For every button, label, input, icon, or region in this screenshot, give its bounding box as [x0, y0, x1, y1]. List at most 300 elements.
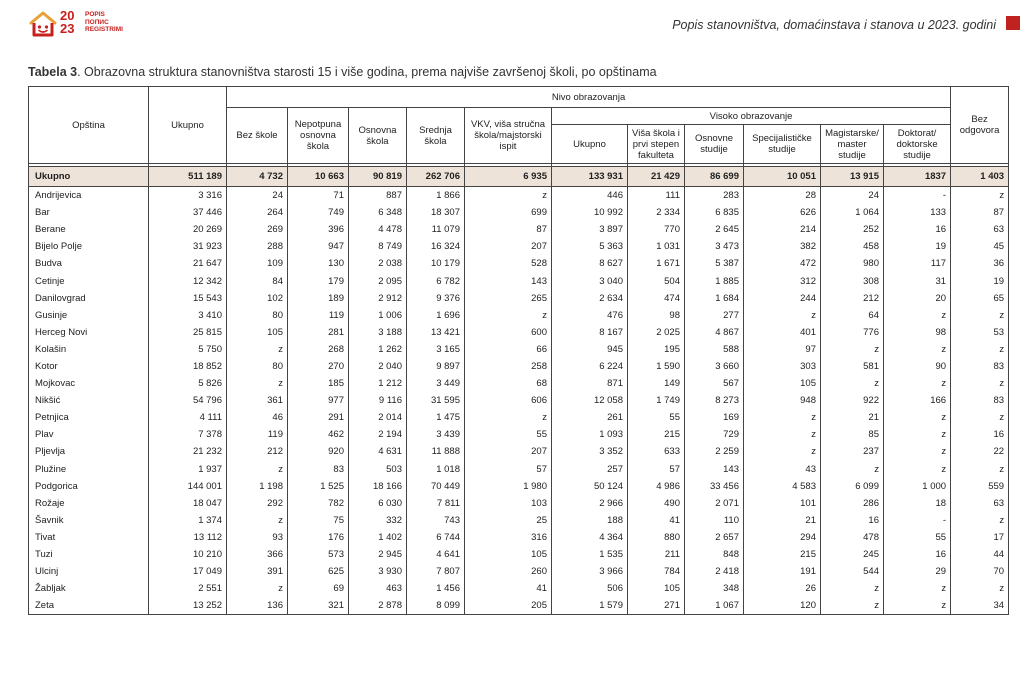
table-cell: 1 064 [821, 204, 884, 221]
table-cell: 8 167 [552, 324, 628, 341]
table-cell: 34 [951, 597, 1009, 615]
table-cell: 237 [821, 443, 884, 460]
table-cell: 83 [288, 461, 349, 478]
table-row [29, 324, 1009, 341]
table-row [29, 187, 1009, 205]
table-cell: z [465, 409, 552, 426]
table-cell: 215 [744, 546, 821, 563]
table-cell: 1 696 [407, 307, 465, 324]
table-cell: 16 [951, 426, 1009, 443]
table-cell: 588 [685, 341, 744, 358]
table-cell: 105 [744, 375, 821, 392]
table-cell: 3 316 [149, 187, 227, 205]
table-row [29, 409, 1009, 426]
total-cell: 21 429 [628, 167, 685, 187]
table-cell: 2 038 [349, 255, 407, 272]
table-cell: 2 334 [628, 204, 685, 221]
table-cell: 348 [685, 580, 744, 597]
table-cell: 474 [628, 290, 685, 307]
table-row [29, 392, 1009, 409]
table-cell: 458 [821, 238, 884, 255]
table-cell: z [951, 341, 1009, 358]
total-cell: 262 706 [407, 167, 465, 187]
table-cell: 3 966 [552, 563, 628, 580]
municipality-name: Nikšić [29, 392, 149, 409]
table-cell: 103 [465, 495, 552, 512]
table-cell: 1 475 [407, 409, 465, 426]
table-cell: 120 [744, 597, 821, 615]
table-cell: 119 [288, 307, 349, 324]
education-structure-table [28, 86, 1009, 615]
table-cell: 396 [288, 221, 349, 238]
table-cell: 149 [628, 375, 685, 392]
table-cell: 2 551 [149, 580, 227, 597]
col-header-magistarske: Magistarske/ master studije [821, 125, 884, 164]
table-cell: 5 363 [552, 238, 628, 255]
table-cell: 169 [685, 409, 744, 426]
table-cell: 9 376 [407, 290, 465, 307]
table-cell: 478 [821, 529, 884, 546]
table-cell: 920 [288, 443, 349, 460]
table-cell: - [884, 187, 951, 205]
table-cell: 10 179 [407, 255, 465, 272]
table-cell: 463 [349, 580, 407, 597]
table-row [29, 478, 1009, 495]
page-header [0, 0, 1024, 48]
table-cell: 567 [685, 375, 744, 392]
municipality-name: Danilovgrad [29, 290, 149, 307]
municipality-name: Berane [29, 221, 149, 238]
table-cell: 11 079 [407, 221, 465, 238]
table-cell: 18 [884, 495, 951, 512]
header-accent-square [1006, 16, 1020, 30]
table-cell: 391 [227, 563, 288, 580]
table-row [29, 529, 1009, 546]
table-cell: 90 [884, 358, 951, 375]
table-cell: 1 535 [552, 546, 628, 563]
total-cell: 1837 [884, 167, 951, 187]
table-cell: 1 018 [407, 461, 465, 478]
table-cell: 71 [288, 187, 349, 205]
table-cell: 57 [465, 461, 552, 478]
table-cell: 68 [465, 375, 552, 392]
table-cell: z [227, 375, 288, 392]
table-cell: 33 456 [685, 478, 744, 495]
table-cell: 2 966 [552, 495, 628, 512]
total-cell: 10 663 [288, 167, 349, 187]
table-cell: 9 116 [349, 392, 407, 409]
table-cell: 1 067 [685, 597, 744, 615]
table-cell: 105 [227, 324, 288, 341]
municipality-name: Rožaje [29, 495, 149, 512]
table-cell: 212 [821, 290, 884, 307]
table-cell: 117 [884, 255, 951, 272]
table-cell: 3 660 [685, 358, 744, 375]
table-cell: 191 [744, 563, 821, 580]
table-cell: 11 888 [407, 443, 465, 460]
table-cell: 252 [821, 221, 884, 238]
table-cell: z [884, 426, 951, 443]
table-cell: 2 634 [552, 290, 628, 307]
table-cell: 189 [288, 290, 349, 307]
table-cell: 64 [821, 307, 884, 324]
table-cell: 281 [288, 324, 349, 341]
table-cell: 559 [951, 478, 1009, 495]
table-cell: 83 [951, 358, 1009, 375]
table-cell: z [821, 580, 884, 597]
municipality-name: Budva [29, 255, 149, 272]
table-cell: 65 [951, 290, 1009, 307]
table-cell: 7 378 [149, 426, 227, 443]
table-cell: 4 641 [407, 546, 465, 563]
table-cell: 6 224 [552, 358, 628, 375]
total-cell: 1 403 [951, 167, 1009, 187]
table-cell: 15 543 [149, 290, 227, 307]
table-row [29, 290, 1009, 307]
table-cell: 6 099 [821, 478, 884, 495]
table-cell: 13 252 [149, 597, 227, 615]
table-cell: 3 897 [552, 221, 628, 238]
table-row [29, 512, 1009, 529]
table-cell: 261 [552, 409, 628, 426]
table-cell: 283 [685, 187, 744, 205]
table-cell: z [465, 307, 552, 324]
table-cell: z [951, 187, 1009, 205]
table-cell: - [884, 512, 951, 529]
table-cell: 3 439 [407, 426, 465, 443]
table-cell: 1 093 [552, 426, 628, 443]
table-cell: 260 [465, 563, 552, 580]
table-cell: 784 [628, 563, 685, 580]
col-header-osnovne-studije: Osnovne studije [685, 125, 744, 164]
municipality-name: Žabljak [29, 580, 149, 597]
table-cell: 69 [288, 580, 349, 597]
table-cell: 770 [628, 221, 685, 238]
total-cell: 86 699 [685, 167, 744, 187]
table-cell: 6 348 [349, 204, 407, 221]
municipality-name: Šavnik [29, 512, 149, 529]
table-row [29, 358, 1009, 375]
table-cell: 6 782 [407, 272, 465, 289]
table-cell: 17 [951, 529, 1009, 546]
table-row [29, 221, 1009, 238]
table-cell: 606 [465, 392, 552, 409]
table-cell: 136 [227, 597, 288, 615]
table-cell: 13 421 [407, 324, 465, 341]
table-cell: 25 [465, 512, 552, 529]
table-cell: 18 852 [149, 358, 227, 375]
table-cell: 25 815 [149, 324, 227, 341]
table-caption: . Obrazovna struktura stanovništva starosti 15 i više godina, prema najviše završenoj školi, po opštinama [77, 65, 657, 79]
table-cell: 16 [821, 512, 884, 529]
table-cell: 143 [465, 272, 552, 289]
table-cell: 87 [951, 204, 1009, 221]
table-number: Tabela 3 [28, 65, 78, 79]
municipality-name: Gusinje [29, 307, 149, 324]
table-cell: z [465, 187, 552, 205]
table-cell: 16 [884, 221, 951, 238]
table-cell: 53 [951, 324, 1009, 341]
table-cell: z [744, 426, 821, 443]
table-cell: 887 [349, 187, 407, 205]
table-cell: 2 040 [349, 358, 407, 375]
table-cell: 1 212 [349, 375, 407, 392]
table-cell: 75 [288, 512, 349, 529]
table-cell: z [884, 597, 951, 615]
table-cell: 633 [628, 443, 685, 460]
table-cell: 506 [552, 580, 628, 597]
municipality-name: Bar [29, 204, 149, 221]
table-cell: 2 645 [685, 221, 744, 238]
col-header-doktorat: Doktorat/ doktorske studije [884, 125, 951, 164]
col-header-visoko-ukupno: Ukupno [552, 125, 628, 164]
table-cell: 3 930 [349, 563, 407, 580]
table-row [29, 546, 1009, 563]
table-cell: 1 000 [884, 478, 951, 495]
table-cell: 66 [465, 341, 552, 358]
col-header-bez-odgovora: Bez odgovora [951, 87, 1009, 164]
table-cell: 98 [628, 307, 685, 324]
table-cell: 1 374 [149, 512, 227, 529]
total-cell: 6 935 [465, 167, 552, 187]
table-cell: 26 [744, 580, 821, 597]
table-row [29, 375, 1009, 392]
table-cell: 544 [821, 563, 884, 580]
table-cell: 4 111 [149, 409, 227, 426]
municipality-name: Tivat [29, 529, 149, 546]
table-cell: 2 014 [349, 409, 407, 426]
table-cell: z [951, 307, 1009, 324]
table-cell: 3 449 [407, 375, 465, 392]
census-emblem-icon [28, 9, 58, 39]
table-cell: 46 [227, 409, 288, 426]
table-cell: 332 [349, 512, 407, 529]
table-cell: 83 [951, 392, 1009, 409]
table-row [29, 204, 1009, 221]
table-cell: 1 749 [628, 392, 685, 409]
table-cell: z [951, 580, 1009, 597]
table-cell: 8 627 [552, 255, 628, 272]
table-cell: z [227, 512, 288, 529]
table-cell: 316 [465, 529, 552, 546]
table-body [29, 164, 1009, 615]
table-cell: 573 [288, 546, 349, 563]
table-cell: 50 124 [552, 478, 628, 495]
table-cell: 5 826 [149, 375, 227, 392]
table-cell: z [884, 580, 951, 597]
table-cell: z [227, 341, 288, 358]
municipality-name: Petnjica [29, 409, 149, 426]
table-cell: 270 [288, 358, 349, 375]
table-cell: 185 [288, 375, 349, 392]
table-cell: 264 [227, 204, 288, 221]
table-cell: 18 047 [149, 495, 227, 512]
table-cell: 119 [227, 426, 288, 443]
col-header-specijalisticke: Specijalističke studije [744, 125, 821, 164]
table-cell: 7 807 [407, 563, 465, 580]
table-cell: 80 [227, 307, 288, 324]
total-cell: 133 931 [552, 167, 628, 187]
table-cell: 1 198 [227, 478, 288, 495]
table-cell: 321 [288, 597, 349, 615]
table-cell: 24 [821, 187, 884, 205]
table-cell: z [227, 580, 288, 597]
table-cell: 179 [288, 272, 349, 289]
table-cell: 20 269 [149, 221, 227, 238]
table-cell: z [744, 307, 821, 324]
table-cell: 782 [288, 495, 349, 512]
table-cell: 625 [288, 563, 349, 580]
table-cell: 871 [552, 375, 628, 392]
table-cell: 6 835 [685, 204, 744, 221]
table-cell: 105 [465, 546, 552, 563]
table-cell: 2 025 [628, 324, 685, 341]
table-cell: z [951, 409, 1009, 426]
total-cell: 90 819 [349, 167, 407, 187]
table-cell: 1 402 [349, 529, 407, 546]
table-cell: 743 [407, 512, 465, 529]
table-cell: 382 [744, 238, 821, 255]
table-cell: z [227, 461, 288, 478]
table-cell: 244 [744, 290, 821, 307]
table-cell: 85 [821, 426, 884, 443]
table-cell: 176 [288, 529, 349, 546]
table-cell: 2 912 [349, 290, 407, 307]
table-cell: 699 [465, 204, 552, 221]
table-cell: 101 [744, 495, 821, 512]
table-cell: 10 210 [149, 546, 227, 563]
table-cell: 55 [884, 529, 951, 546]
table-cell: z [821, 597, 884, 615]
table-cell: 626 [744, 204, 821, 221]
table-cell: 55 [628, 409, 685, 426]
municipality-name: Tuzi [29, 546, 149, 563]
table-cell: 93 [227, 529, 288, 546]
table-cell: 977 [288, 392, 349, 409]
table-cell: 41 [465, 580, 552, 597]
table-cell: 70 449 [407, 478, 465, 495]
table-cell: 24 [227, 187, 288, 205]
table-cell: z [884, 341, 951, 358]
table-cell: 446 [552, 187, 628, 205]
table-cell: 7 811 [407, 495, 465, 512]
table-cell: 308 [821, 272, 884, 289]
municipality-name: Bijelo Polje [29, 238, 149, 255]
table-cell: 472 [744, 255, 821, 272]
table-cell: 271 [628, 597, 685, 615]
table-cell: z [884, 443, 951, 460]
total-cell: 511 189 [149, 167, 227, 187]
table-cell: 504 [628, 272, 685, 289]
table-cell: 1 590 [628, 358, 685, 375]
total-cell: 13 915 [821, 167, 884, 187]
table-cell: 31 595 [407, 392, 465, 409]
table-cell: 3 410 [149, 307, 227, 324]
table-cell: 55 [465, 426, 552, 443]
table-cell: 84 [227, 272, 288, 289]
table-cell: 880 [628, 529, 685, 546]
table-cell: 19 [951, 272, 1009, 289]
table-cell: 600 [465, 324, 552, 341]
table-cell: 980 [821, 255, 884, 272]
table-cell: 729 [685, 426, 744, 443]
table-row [29, 238, 1009, 255]
table-cell: 105 [628, 580, 685, 597]
table-cell: 361 [227, 392, 288, 409]
col-header-srednja: Srednja škola [407, 108, 465, 164]
table-cell: 18 307 [407, 204, 465, 221]
municipality-name: Kotor [29, 358, 149, 375]
table-cell: 17 049 [149, 563, 227, 580]
municipality-name: Andrijevica [29, 187, 149, 205]
table-cell: 143 [685, 461, 744, 478]
table-cell: 5 387 [685, 255, 744, 272]
table-cell: 4 631 [349, 443, 407, 460]
table-row [29, 597, 1009, 615]
col-header-opstina: Opština [29, 87, 149, 164]
col-header-vkv: VKV, viša stručna škola/majstorski ispit [465, 108, 552, 164]
table-cell: 45 [951, 238, 1009, 255]
table-cell: 4 583 [744, 478, 821, 495]
table-cell: 366 [227, 546, 288, 563]
table-cell: 503 [349, 461, 407, 478]
total-row [29, 167, 1009, 187]
table-cell: 21 [821, 409, 884, 426]
col-header-bez-skole: Bez škole [227, 108, 288, 164]
table-cell: 1 525 [288, 478, 349, 495]
table-cell: 195 [628, 341, 685, 358]
table-cell: 1 885 [685, 272, 744, 289]
table-cell: 948 [744, 392, 821, 409]
table-cell: 245 [821, 546, 884, 563]
table-cell: 581 [821, 358, 884, 375]
table-cell: 16 [884, 546, 951, 563]
table-cell: 257 [552, 461, 628, 478]
table-cell: 2 945 [349, 546, 407, 563]
table-cell: 292 [227, 495, 288, 512]
table-cell: 1 579 [552, 597, 628, 615]
table-cell: 21 647 [149, 255, 227, 272]
table-cell: 9 897 [407, 358, 465, 375]
table-cell: z [884, 307, 951, 324]
table-cell: 97 [744, 341, 821, 358]
table-cell: 109 [227, 255, 288, 272]
table-cell: 312 [744, 272, 821, 289]
col-header-osnovna: Osnovna škola [349, 108, 407, 164]
table-cell: 3 040 [552, 272, 628, 289]
table-cell: 16 324 [407, 238, 465, 255]
table-cell: z [951, 512, 1009, 529]
table-cell: 44 [951, 546, 1009, 563]
table-title [28, 65, 657, 79]
table-row [29, 443, 1009, 460]
table-cell: 286 [821, 495, 884, 512]
table-row [29, 580, 1009, 597]
table-cell: 87 [465, 221, 552, 238]
table-cell: 31 [884, 272, 951, 289]
table-cell: 205 [465, 597, 552, 615]
table-cell: 1 262 [349, 341, 407, 358]
table-cell: 945 [552, 341, 628, 358]
total-cell: Ukupno [29, 167, 149, 187]
table-cell: 70 [951, 563, 1009, 580]
table-cell: 98 [884, 324, 951, 341]
table-cell: 133 [884, 204, 951, 221]
table-cell: 265 [465, 290, 552, 307]
table-cell: 749 [288, 204, 349, 221]
table-cell: z [951, 375, 1009, 392]
table-cell: 13 112 [149, 529, 227, 546]
